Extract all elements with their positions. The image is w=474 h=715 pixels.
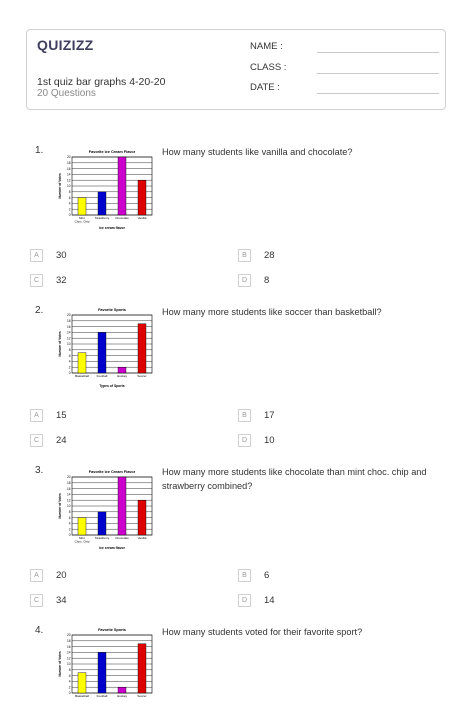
x-tick-label: Choc. Chip bbox=[74, 539, 90, 544]
chart-title: Favorite Ice Cream Flavor bbox=[88, 470, 136, 474]
y-tick-label: 8 bbox=[68, 348, 71, 352]
y-tick-label: 2 bbox=[68, 527, 71, 532]
y-tick-label: 20 bbox=[66, 313, 71, 318]
worksheet-title: 1st quiz bar graphs 4-20-20 bbox=[37, 76, 166, 88]
y-tick-label: 18 bbox=[66, 481, 71, 485]
y-tick-label: 16 bbox=[66, 486, 71, 491]
bar bbox=[138, 324, 146, 373]
x-tick-label: Mint bbox=[79, 216, 85, 220]
y-tick-label: 4 bbox=[68, 679, 71, 684]
x-tick-label: Football bbox=[96, 374, 108, 378]
date-line bbox=[317, 93, 439, 94]
y-tick-label: 6 bbox=[68, 515, 71, 520]
option-text[interactable]: 20 bbox=[56, 570, 67, 581]
y-tick-label: 10 bbox=[66, 342, 71, 347]
question-text: How many more students like chocolate than mint choc. chip and strawberry combined? bbox=[162, 467, 427, 491]
question-number: 3. bbox=[35, 465, 44, 476]
y-axis-label: Number of Votes bbox=[58, 331, 62, 357]
x-tick-label: Hockey bbox=[116, 374, 128, 378]
bar bbox=[118, 477, 126, 535]
bar-chart bbox=[58, 305, 158, 395]
y-tick-label: 0 bbox=[68, 213, 71, 218]
y-tick-label: 14 bbox=[66, 492, 71, 497]
y-tick-label: 0 bbox=[68, 691, 71, 696]
option-text[interactable]: 32 bbox=[56, 275, 67, 286]
y-tick-label: 14 bbox=[66, 330, 71, 335]
bar bbox=[118, 687, 126, 693]
question-number: 4. bbox=[35, 625, 44, 636]
option-text[interactable]: 30 bbox=[56, 250, 67, 261]
y-tick-label: 20 bbox=[66, 475, 71, 480]
y-tick-label: 18 bbox=[66, 639, 71, 643]
y-tick-label: 14 bbox=[66, 172, 71, 177]
bar bbox=[78, 198, 86, 215]
y-tick-label: 2 bbox=[68, 207, 71, 212]
question-count: 20 Questions bbox=[37, 88, 96, 99]
y-tick-label: 16 bbox=[66, 644, 71, 649]
bar bbox=[138, 500, 146, 535]
option-letter[interactable]: C bbox=[30, 274, 43, 287]
option-text[interactable]: 8 bbox=[264, 275, 270, 286]
y-tick-label: 4 bbox=[68, 359, 71, 364]
y-tick-label: 12 bbox=[66, 498, 71, 503]
y-tick-label: 16 bbox=[66, 324, 71, 329]
x-tick-label: Vanilla bbox=[137, 536, 147, 540]
bar bbox=[78, 518, 86, 535]
option-letter[interactable]: C bbox=[30, 434, 43, 447]
x-tick-label: Mint bbox=[79, 536, 85, 540]
option-text[interactable]: 17 bbox=[264, 410, 275, 421]
y-tick-label: 0 bbox=[68, 533, 71, 538]
option-letter[interactable]: A bbox=[30, 569, 43, 582]
option-letter[interactable]: B bbox=[238, 569, 251, 582]
x-tick-label: Vanilla bbox=[137, 216, 147, 220]
option-letter[interactable]: A bbox=[30, 249, 43, 262]
y-axis-label: Number of Votes bbox=[58, 173, 62, 199]
bar bbox=[78, 673, 86, 693]
y-tick-label: 8 bbox=[68, 668, 71, 672]
option-text[interactable]: 10 bbox=[264, 435, 275, 446]
bar-chart bbox=[58, 147, 158, 237]
y-tick-label: 10 bbox=[66, 504, 71, 509]
class-line bbox=[317, 73, 439, 74]
bar bbox=[138, 180, 146, 215]
y-tick-label: 20 bbox=[66, 633, 71, 638]
x-tick-label: Basketball bbox=[75, 694, 89, 698]
question-text: How many students voted for their favorite sport? bbox=[162, 627, 363, 637]
question-text: How many more students like soccer than basketball? bbox=[162, 307, 382, 317]
y-tick-label: 12 bbox=[66, 336, 71, 341]
option-text[interactable]: 28 bbox=[264, 250, 275, 261]
bar-chart bbox=[58, 625, 158, 715]
y-tick-label: 2 bbox=[68, 365, 71, 370]
option-text[interactable]: 14 bbox=[264, 595, 275, 606]
x-axis-label: Ice cream flavor bbox=[99, 546, 125, 550]
question-text: How many students like vanilla and chocolate? bbox=[162, 147, 353, 157]
y-tick-label: 6 bbox=[68, 195, 71, 200]
x-tick-label: Chocolate bbox=[115, 216, 129, 220]
option-letter[interactable]: D bbox=[238, 594, 251, 607]
bar bbox=[98, 652, 106, 693]
x-axis-label: Ice cream flavor bbox=[99, 226, 125, 230]
y-tick-label: 8 bbox=[68, 190, 71, 194]
bar bbox=[78, 353, 86, 373]
name-label: NAME : bbox=[250, 41, 283, 52]
y-tick-label: 0 bbox=[68, 371, 71, 376]
y-tick-label: 10 bbox=[66, 662, 71, 667]
y-tick-label: 16 bbox=[66, 166, 71, 171]
y-tick-label: 2 bbox=[68, 685, 71, 690]
y-tick-label: 14 bbox=[66, 650, 71, 655]
y-tick-label: 6 bbox=[68, 353, 71, 358]
y-tick-label: 12 bbox=[66, 656, 71, 661]
x-tick-label: Strawberry bbox=[94, 216, 110, 220]
class-label: CLASS : bbox=[250, 62, 287, 73]
x-axis-label: Types of Sports bbox=[99, 384, 125, 388]
y-tick-label: 4 bbox=[68, 201, 71, 206]
y-tick-label: 18 bbox=[66, 161, 71, 165]
option-letter[interactable]: A bbox=[30, 409, 43, 422]
quizizz-logo: QUIZIZZ bbox=[37, 37, 94, 53]
bar bbox=[118, 157, 126, 215]
y-tick-label: 8 bbox=[68, 510, 71, 514]
option-letter[interactable]: D bbox=[238, 274, 251, 287]
bar-chart bbox=[58, 467, 158, 557]
x-tick-label: Soccer bbox=[137, 374, 147, 378]
worksheet-header bbox=[26, 29, 446, 110]
x-tick-label: Basketball bbox=[75, 374, 89, 378]
question-number: 2. bbox=[35, 305, 44, 316]
chart-title: Favorite Sports bbox=[98, 628, 126, 632]
x-tick-label: Strawberry bbox=[94, 536, 110, 540]
chart-title: Favorite Ice Cream Flavor bbox=[88, 150, 136, 154]
y-axis-label: Number of Votes bbox=[58, 493, 62, 519]
option-letter[interactable]: D bbox=[238, 434, 251, 447]
bar bbox=[138, 644, 146, 693]
y-tick-label: 20 bbox=[66, 155, 71, 160]
option-letter[interactable]: B bbox=[238, 249, 251, 262]
question-number: 1. bbox=[35, 145, 44, 156]
name-line bbox=[317, 52, 439, 53]
bar bbox=[98, 332, 106, 373]
x-tick-label: Football bbox=[96, 694, 108, 698]
bar bbox=[98, 512, 106, 535]
date-label: DATE : bbox=[250, 82, 280, 93]
chart-title: Favorite Sports bbox=[98, 308, 126, 312]
x-tick-label: Choc. Chip bbox=[74, 219, 90, 224]
bar bbox=[118, 367, 126, 373]
y-tick-label: 4 bbox=[68, 521, 71, 526]
y-tick-label: 6 bbox=[68, 673, 71, 678]
y-axis-label: Number of Votes bbox=[58, 651, 62, 677]
option-text[interactable]: 6 bbox=[264, 570, 270, 581]
bar bbox=[98, 192, 106, 215]
y-tick-label: 18 bbox=[66, 319, 71, 323]
y-tick-label: 12 bbox=[66, 178, 71, 183]
option-letter[interactable]: B bbox=[238, 409, 251, 422]
y-tick-label: 10 bbox=[66, 184, 71, 189]
x-tick-label: Soccer bbox=[137, 694, 147, 698]
option-letter[interactable]: C bbox=[30, 594, 43, 607]
option-text[interactable]: 34 bbox=[56, 595, 67, 606]
x-tick-label: Hockey bbox=[116, 694, 128, 698]
option-text[interactable]: 24 bbox=[56, 435, 67, 446]
option-text[interactable]: 15 bbox=[56, 410, 67, 421]
x-tick-label: Chocolate bbox=[115, 536, 129, 540]
